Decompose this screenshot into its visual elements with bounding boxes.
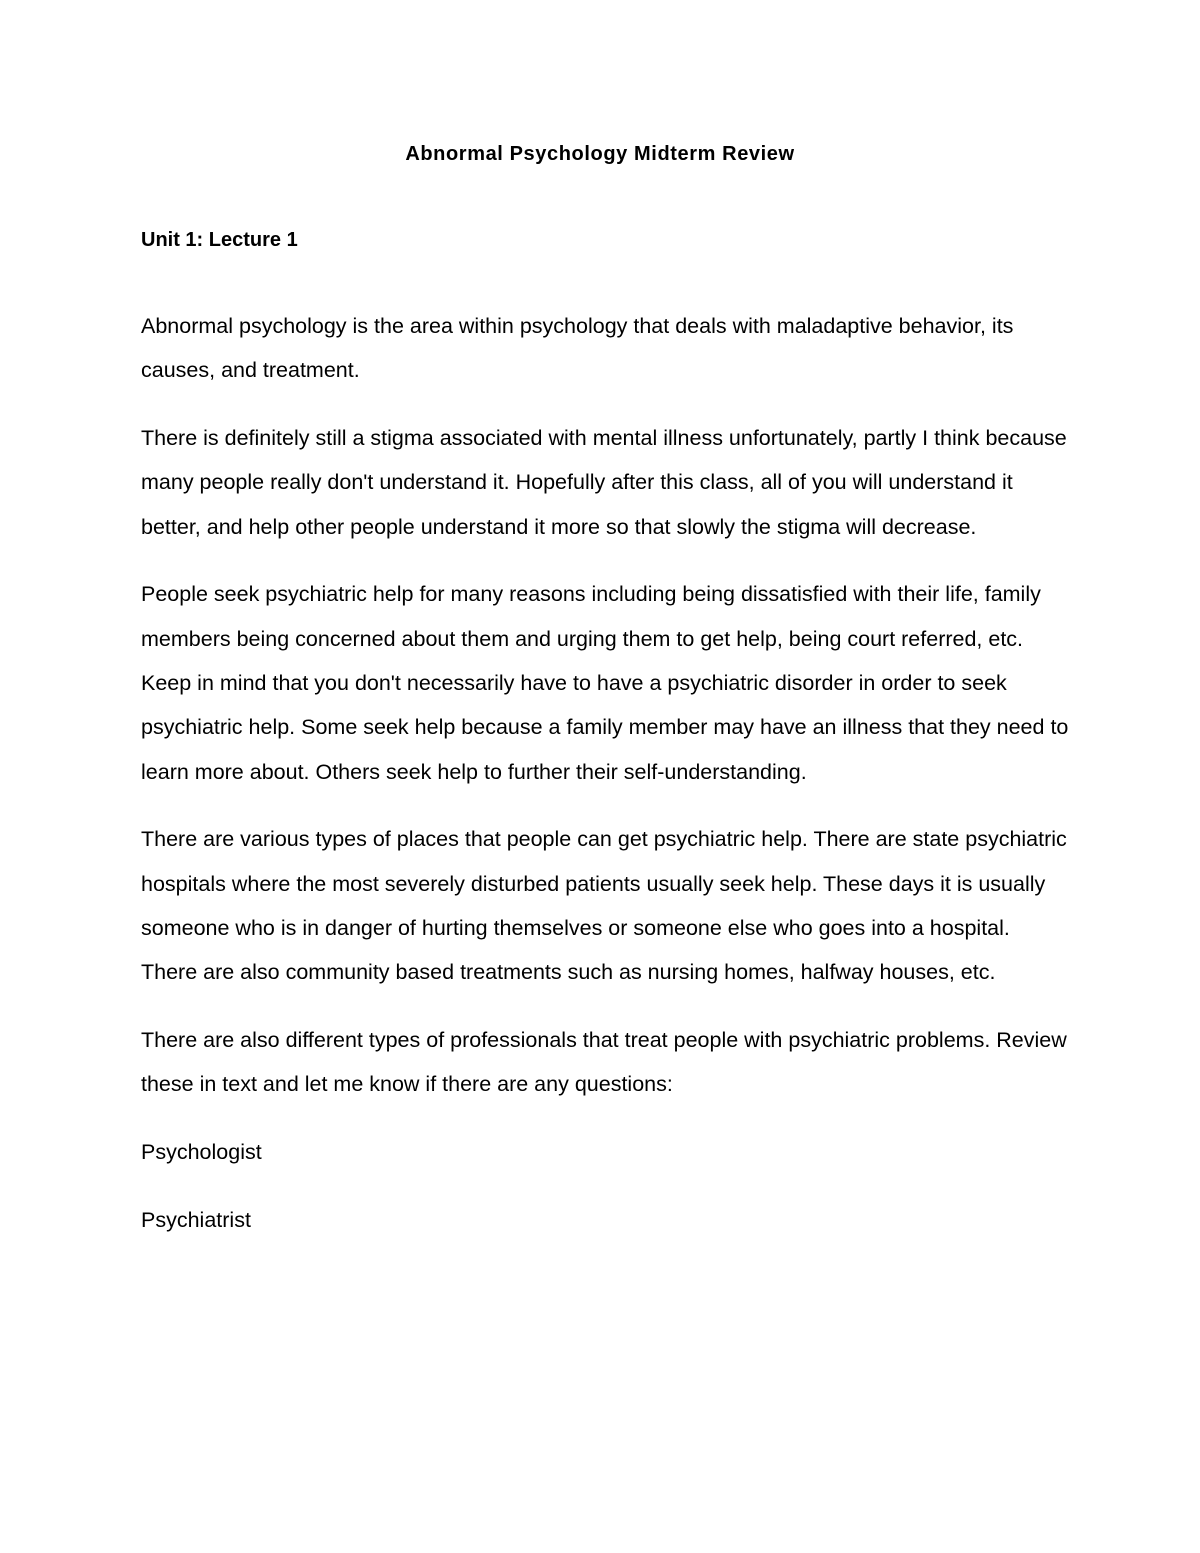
document-title: Abnormal Psychology Midterm Review xyxy=(405,143,795,165)
paragraph: There are various types of places that people can get psychiatric help. There are state psychiatric hospitals where the most severely disturbed patients usually seek help. These days it is usually someone who is in danger of hurting themselves or someone else who goes into a hospital. There are also community based treatments such as nursing homes, halfway houses, etc. xyxy=(141,827,1067,985)
paragraph: There are also different types of professionals that treat people with psychiatric problems. Review these in text and let me know if there are any questions: xyxy=(141,1028,1067,1097)
document-body xyxy=(141,304,1071,1266)
list-item: Psychologist xyxy=(141,1140,262,1165)
paragraph: Abnormal psychology is the area within psychology that deals with maladaptive behavior, its causes, and treatment. xyxy=(141,314,1014,383)
paragraph: There is definitely still a stigma associated with mental illness unfortunately, partly I think because many people really don't understand it. Hopefully after this class, all of you will understand it better, and help other people understand it more so that slowly the stigma will decrease. xyxy=(141,426,1067,539)
list-item: Psychiatrist xyxy=(141,1208,251,1233)
paragraph: People seek psychiatric help for many reasons including being dissatisfied with their life, family members being concerned about them and urging them to get help, being court referred, etc. Keep in mind that you don't necessarily have to have a psychiatric disorder in order to seek psychiatric help. Some seek help because a family member may have an illness that they need to learn more about. Others seek help to further their self-understanding. xyxy=(141,582,1069,784)
section-heading: Unit 1: Lecture 1 xyxy=(141,229,298,251)
